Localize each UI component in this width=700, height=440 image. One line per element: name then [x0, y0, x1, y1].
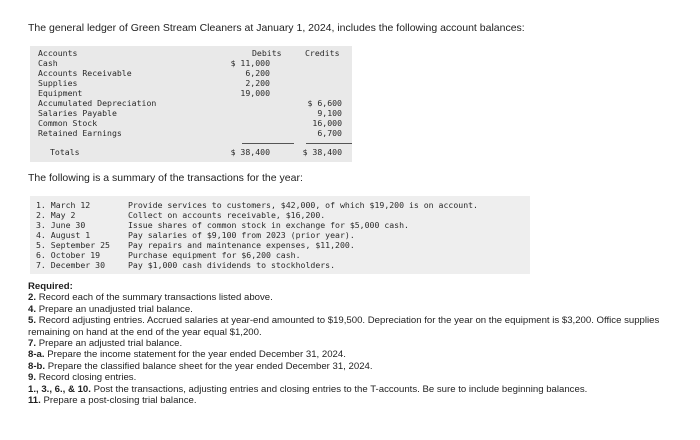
accounts-header: Accounts: [38, 48, 78, 58]
total-credit: $ 38,400: [302, 147, 342, 157]
ledger-row: [38, 58, 350, 68]
list-item: [36, 200, 526, 210]
item-text: Prepare an unadjusted trial balance.: [38, 303, 193, 315]
list-item: [28, 361, 688, 372]
summary-title: The following is a summary of the transactions for the year:: [28, 172, 303, 184]
list-item: [36, 250, 526, 260]
transaction-desc: Pay salaries of $9,100 from 2023 (prior year).: [128, 230, 355, 240]
intro-text: The general ledger of Green Stream Cleaners at January 1, 2024, includes the following account balances:: [28, 22, 525, 34]
debits-header: Debits: [252, 48, 282, 58]
item-number: 2.: [28, 292, 37, 304]
account-name: Common Stock: [38, 118, 98, 128]
ledger-row: [38, 68, 350, 78]
ledger-row: [38, 98, 350, 108]
credit-value: 6,700: [317, 128, 342, 138]
item-number: 4.: [28, 303, 37, 315]
list-item: [36, 210, 526, 220]
account-name: Supplies: [38, 78, 78, 88]
ledger-row: [38, 108, 350, 118]
total-debit: $ 38,400: [230, 147, 270, 157]
account-name: Accounts Receivable: [38, 68, 132, 78]
account-name: Accumulated Depreciation: [38, 98, 157, 108]
debit-value: 2,200: [245, 78, 270, 88]
list-item: [28, 395, 688, 406]
item-text: Record closing entries.: [38, 372, 137, 384]
transaction-desc: Provide services to customers, $42,000, of which $19,200 is on account.: [128, 200, 478, 210]
transaction-desc: Pay repairs and maintenance expenses, $11,200.: [128, 240, 355, 250]
list-item: [36, 230, 526, 240]
list-item: [28, 338, 688, 349]
transaction-date: 1. March 12: [36, 200, 91, 210]
transaction-desc: Pay $1,000 cash dividends to stockholders.: [128, 260, 336, 270]
account-name: Cash: [38, 58, 58, 68]
ledger-row: [38, 128, 350, 138]
transaction-desc: Purchase equipment for $6,200 cash.: [128, 250, 301, 260]
item-text: Prepare a post-closing trial balance.: [43, 395, 197, 407]
transaction-date: 5. September 25: [36, 240, 110, 250]
list-item: [36, 220, 526, 230]
item-text: Prepare the income statement for the year ended December 31, 2024.: [47, 349, 346, 361]
totals-label: Totals: [50, 147, 80, 157]
item-number: 7.: [28, 338, 37, 350]
ledger-totals-row: [38, 147, 350, 157]
item-number: 8-a.: [28, 349, 45, 361]
credits-header: Credits: [305, 48, 340, 58]
list-item: [28, 384, 688, 395]
list-item: [28, 292, 688, 303]
item-number: 5.: [28, 315, 37, 327]
credit-value: 9,100: [317, 108, 342, 118]
required-label: Required:: [28, 281, 73, 292]
credit-value: 16,000: [312, 118, 342, 128]
account-name: Retained Earnings: [38, 128, 122, 138]
transaction-date: 7. December 30: [36, 260, 106, 270]
account-name: Equipment: [38, 88, 83, 98]
list-item: [28, 315, 688, 338]
item-number: 11.: [28, 395, 41, 407]
list-item: [28, 304, 688, 315]
debit-total-rule: [242, 143, 294, 144]
general-ledger-table: [30, 46, 352, 162]
item-number: 9.: [28, 372, 37, 384]
item-text: Record adjusting entries. Accrued salaries at year-end amounted to $19,500. Depreciation for the year on the equipment is $3,200. Office supplies remaining on hand at the end of the year equal $1,200.: [28, 315, 660, 338]
item-text: Post the transactions, adjusting entries and closing entries to the T-accounts. Be sure to include beginning balances.: [93, 383, 588, 395]
debit-value: 6,200: [245, 68, 270, 78]
list-item: [28, 372, 688, 383]
transaction-desc: Issue shares of common stock in exchange for $5,000 cash.: [128, 220, 409, 230]
credit-total-rule: [306, 143, 352, 144]
item-text: Prepare the classified balance sheet for the year ended December 31, 2024.: [47, 360, 373, 372]
list-item: [28, 349, 688, 360]
list-item: [36, 240, 526, 250]
item-text: Prepare an adjusted trial balance.: [38, 338, 183, 350]
required-section: [28, 281, 688, 406]
account-name: Salaries Payable: [38, 108, 117, 118]
item-text: Record each of the summary transactions listed above.: [38, 292, 273, 304]
transaction-date: 6. October 19: [36, 250, 101, 260]
debit-value: $ 11,000: [230, 58, 270, 68]
list-item: [36, 260, 526, 270]
transaction-date: 3. June 30: [36, 220, 86, 230]
credit-value: $ 6,600: [307, 98, 342, 108]
ledger-row: [38, 78, 350, 88]
debit-value: 19,000: [240, 88, 270, 98]
transaction-date: 2. May 2: [36, 210, 76, 220]
transactions-list: [30, 196, 530, 274]
item-number: 8-b.: [28, 360, 46, 372]
item-number: 1., 3., 6., & 10.: [28, 383, 91, 395]
transaction-date: 4. August 1: [36, 230, 91, 240]
ledger-row: [38, 88, 350, 98]
transaction-desc: Collect on accounts receivable, $16,200.: [128, 210, 326, 220]
ledger-row: [38, 118, 350, 128]
